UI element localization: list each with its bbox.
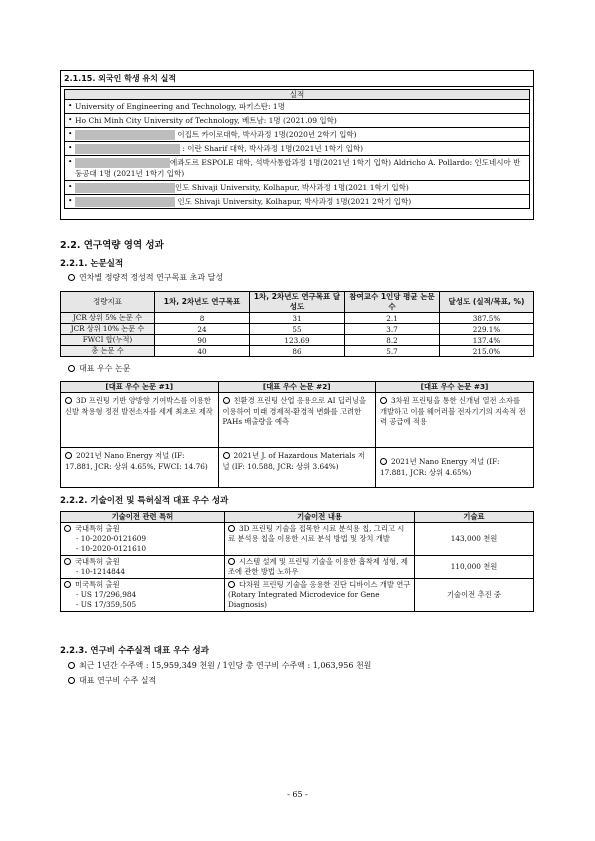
header-cell: [대표 우수 논문 #3] <box>376 382 534 393</box>
table-row <box>61 346 534 357</box>
foreign-students-list <box>61 100 533 212</box>
circle-bullet-icon <box>64 581 71 588</box>
table-cell: 24 <box>155 324 250 335</box>
table-cell: 229.1% <box>440 324 534 335</box>
section-title: 2.1.15. 외국인 학생 유치 실적 <box>61 71 533 87</box>
foreign-students-section <box>60 70 534 220</box>
patent-number <box>64 600 221 610</box>
table-cell: 90 <box>155 335 250 346</box>
metrics-body <box>61 313 534 357</box>
page <box>60 70 534 687</box>
cell-text: 2021년 Nano Energy 저널 (IF: 17.881, JCR: 상위 4.65%) <box>380 457 500 477</box>
paper-metrics-table <box>60 291 534 357</box>
circle-bullet-icon <box>223 397 230 404</box>
funding-bullet <box>68 660 534 672</box>
papers-bullet <box>68 363 534 375</box>
patent-number <box>64 544 221 554</box>
header-cell: 기술이전 내용 <box>225 512 415 523</box>
patent-type <box>64 524 221 534</box>
header-cell: 달성도 (실적/목표, %) <box>440 292 534 313</box>
table-cell: 40 <box>155 346 250 357</box>
row-label: 총 논문 수 <box>61 346 155 357</box>
circle-bullet-icon <box>68 677 75 684</box>
table-cell: 86 <box>250 346 345 357</box>
funding-bullet-2 <box>68 675 534 687</box>
table-cell: 3.7 <box>345 324 440 335</box>
redacted-name <box>75 144 180 154</box>
table-row <box>61 579 534 612</box>
paper-journal <box>218 448 376 488</box>
redacted-name <box>75 158 170 168</box>
cell-text: 국내특허 출원 <box>75 524 120 533</box>
table-header-row <box>61 292 534 313</box>
table-row <box>61 393 534 448</box>
list-item-text: University of Engineering and Technology, 파키스탄: 1명 <box>75 102 285 111</box>
table-cell: 387.5% <box>440 313 534 324</box>
cell-text: 친환경 프린팅 산업 응용으로 AI 딥러닝을 이용하여 미래 경제적-환경적 변화를 고려한 PAHs 배출량을 예측 <box>222 396 367 426</box>
cell-text: - US 17/296,984 <box>76 590 137 599</box>
circle-bullet-icon <box>380 458 387 465</box>
list-item-text: 이집트 카이로대학, 박사과정 1명(2020년 2학기 입학) <box>175 130 357 139</box>
redacted-name <box>75 197 175 207</box>
header-cell: 참여교수 1인당 평균 논문수 <box>345 292 440 313</box>
patent-cell <box>61 579 225 612</box>
fee-cell: 110,000 천원 <box>415 556 534 579</box>
list-item <box>64 142 530 156</box>
cell-text: 다차원 프린팅 기술을 응용한 진단 디바이스 개발 연구 (Rotary Integrated Microdevice for Gene Diagnosis) <box>228 580 411 609</box>
circle-bullet-icon <box>228 525 235 532</box>
circle-bullet-icon <box>228 581 235 588</box>
table-row <box>61 523 534 556</box>
table-header-row <box>61 382 534 393</box>
transfer-body <box>61 523 534 612</box>
header-cell: 기술료 <box>415 512 534 523</box>
cell-text: - 10-2020-0121609 <box>76 534 147 543</box>
section-2-2-title: 2.2. 연구역량 영역 성과 <box>60 240 164 251</box>
table-row <box>61 313 534 324</box>
table-cell: 31 <box>250 313 345 324</box>
list-item-text: 에콰도르 ESPOLE 대학, 석박사통합과정 1명(2021년 1학기 입학) Aldricho A. Pollardo: 인도네시아 반둥공대 1명 (2021년 1학기 입학) <box>75 158 521 178</box>
paper-description <box>61 393 219 448</box>
circle-bullet-icon <box>380 397 387 404</box>
list-item <box>64 100 530 114</box>
list-item <box>64 181 530 195</box>
paper-journal <box>376 448 534 488</box>
list-item <box>64 195 530 209</box>
table-row <box>61 448 534 488</box>
section-2-2-1-title: 2.2.1. 논문실적 <box>60 259 124 269</box>
patent-number <box>64 590 221 600</box>
redacted-name <box>75 183 175 193</box>
list-item <box>64 128 530 142</box>
paper-description <box>218 393 376 448</box>
cell-text: 미국특허 출원 <box>75 580 120 589</box>
funding-text: 최근 1년간 수주액 : 15,959,349 천원 / 1인당 총 연구비 수주액 : 1,063,956 천원 <box>79 661 372 670</box>
circle-bullet-icon <box>68 274 75 281</box>
patent-number <box>64 567 221 577</box>
transfer-content-cell <box>225 523 415 556</box>
cell-text: 3D 프린팅 기술을 접목한 시료 분석용 칩, 그리고 시료 분석용 칩을 이용한 시료 분석 방법 및 장치 개발 <box>228 524 405 543</box>
goal-text: 연차별 정량적 정성적 연구목표 초과 달성 <box>79 273 224 282</box>
list-item-text: 인도 Shivaji University, Kolhapur, 박사과정 1명(2021 2학기 입학) <box>175 197 412 206</box>
cell-text: 국내특허 출원 <box>75 557 120 566</box>
table-row <box>61 335 534 346</box>
patent-cell <box>61 556 225 579</box>
circle-bullet-icon <box>64 558 71 565</box>
tech-transfer-table <box>60 511 534 612</box>
paper-description <box>376 393 534 448</box>
table-cell: 2.1 <box>345 313 440 324</box>
circle-bullet-icon <box>68 662 75 669</box>
circle-bullet-icon <box>68 365 75 372</box>
circle-bullet-icon <box>223 452 230 459</box>
header-cell: 1차, 2차년도 연구목표 <box>155 292 250 313</box>
patent-type <box>64 580 221 590</box>
circle-bullet-icon <box>64 525 71 532</box>
row-label: JCR 상위 10% 논문 수 <box>61 324 155 335</box>
table-cell: 8 <box>155 313 250 324</box>
cell-text: - US 17/359,505 <box>76 600 137 609</box>
cell-text: 시스템 설계 및 프린팅 기술을 이용한 흡착제 성형, 제조에 관한 방법 노하우 <box>228 557 408 576</box>
fee-cell: 기술이전 추진 중 <box>415 579 534 612</box>
table-cell: 55 <box>250 324 345 335</box>
transfer-content-cell <box>225 556 415 579</box>
goal-bullet <box>68 272 534 284</box>
cell-text: - 10-2020-0121610 <box>76 544 147 553</box>
list-item-text: 인도 Shivaji University, Kolhapur, 박사과정 1명(2021 1학기 입학) <box>175 183 409 192</box>
circle-bullet-icon <box>228 558 235 565</box>
cell-text: 2021년 Nano Energy 저널 (IF: 17.881, JCR: 상위 4.65%, FWCI: 14.76) <box>65 451 208 471</box>
table-header-row <box>61 512 534 523</box>
header-cell: 정량지표 <box>61 292 155 313</box>
table-cell: 215.0% <box>440 346 534 357</box>
header-cell: 1차, 2차년도 연구목표 달성도 <box>250 292 345 313</box>
page-number: - 65 - <box>287 790 308 799</box>
paper-journal <box>61 448 219 488</box>
papers-text: 대표 우수 논문 <box>79 364 131 373</box>
section-2-2-3-title: 2.2.3. 연구비 수주실적 대표 우수 성과 <box>60 646 209 656</box>
achievements-header: 실적 <box>64 89 530 100</box>
header-cell: [대표 우수 논문 #1] <box>61 382 219 393</box>
fee-cell: 143,000 천원 <box>415 523 534 556</box>
table-row <box>61 556 534 579</box>
representative-papers-table <box>60 381 534 488</box>
list-item-text: : 이란 Sharif 대학, 박사과정 1명(2021년 1학기 입학) <box>180 144 364 153</box>
header-cell: 기술이전 관련 특허 <box>61 512 225 523</box>
cell-text: 3D 프린팅 기반 양방향 기여박스를 이용한 신발 착용형 정전 발전소자를 세계 최초로 제작 <box>65 396 213 416</box>
table-cell: 5.7 <box>345 346 440 357</box>
circle-bullet-icon <box>65 452 72 459</box>
list-item <box>64 156 530 181</box>
redacted-name <box>75 130 175 140</box>
table-cell: 137.4% <box>440 335 534 346</box>
funding-text-2: 대표 연구비 수주 실적 <box>79 676 157 685</box>
table-cell: 123.69 <box>250 335 345 346</box>
table-row <box>61 324 534 335</box>
cell-text: 2021년 J. of Hazardous Materials 저널 (IF: 10.588, JCR: 상위 3.64%) <box>222 451 365 471</box>
table-cell: 8.2 <box>345 335 440 346</box>
row-label: FWCI 합(누적) <box>61 335 155 346</box>
patent-cell <box>61 523 225 556</box>
transfer-content-cell <box>225 579 415 612</box>
cell-text: - 10-1214844 <box>76 567 126 576</box>
header-cell: [대표 우수 논문 #2] <box>218 382 376 393</box>
patent-number <box>64 534 221 544</box>
cell-text: 3차원 프린팅을 통한 신개념 열전 소자를 개발하고 이를 웨어러블 전자기기의 지속적 전력 공급에 적용 <box>380 396 526 426</box>
list-item <box>64 114 530 128</box>
row-label: JCR 상위 5% 논문 수 <box>61 313 155 324</box>
section-2-2-2-title: 2.2.2. 기술이전 및 특허실적 대표 우수 성과 <box>60 496 229 506</box>
list-item-text: Ho Chi Minh City University of Technology, 베트남: 1명 (2021.09 입학) <box>75 116 337 125</box>
circle-bullet-icon <box>65 397 72 404</box>
patent-type <box>64 557 221 567</box>
